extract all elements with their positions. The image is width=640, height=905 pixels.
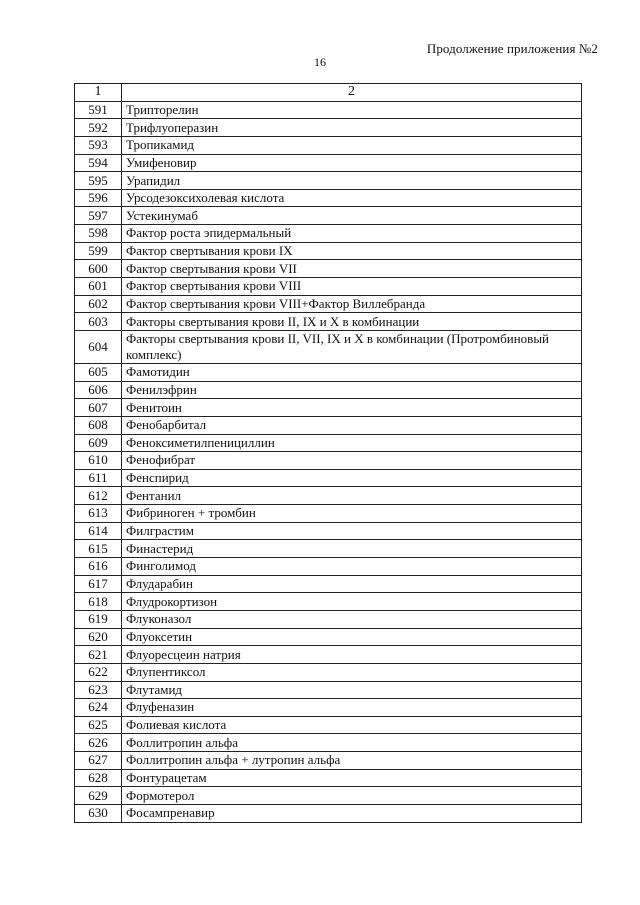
table-row bbox=[75, 119, 582, 137]
drug-name: Фибриноген + тромбин bbox=[122, 505, 582, 523]
table-row bbox=[75, 681, 582, 699]
table-row bbox=[75, 522, 582, 540]
table-row bbox=[75, 628, 582, 646]
row-number: 600 bbox=[75, 260, 122, 278]
drug-name: Факторы свертывания крови II, IX и X в комбинации bbox=[122, 313, 582, 331]
drug-name: Урапидил bbox=[122, 172, 582, 190]
table-row bbox=[75, 752, 582, 770]
drug-name: Трифлуоперазин bbox=[122, 119, 582, 137]
row-number: 609 bbox=[75, 434, 122, 452]
row-number: 612 bbox=[75, 487, 122, 505]
table-row bbox=[75, 136, 582, 154]
drug-name: Фенилэфрин bbox=[122, 381, 582, 399]
row-number: 610 bbox=[75, 452, 122, 470]
drug-name: Фенобарбитал bbox=[122, 416, 582, 434]
table-row bbox=[75, 278, 582, 296]
row-number: 607 bbox=[75, 399, 122, 417]
drug-name: Флупентиксол bbox=[122, 663, 582, 681]
drug-name: Флуоксетин bbox=[122, 628, 582, 646]
table-row bbox=[75, 225, 582, 243]
drug-name: Флудрокортизон bbox=[122, 593, 582, 611]
drug-name: Трипторелин bbox=[122, 101, 582, 119]
drug-name: Фактор роста эпидермальный bbox=[122, 225, 582, 243]
drug-name: Флударабин bbox=[122, 575, 582, 593]
row-number: 602 bbox=[75, 295, 122, 313]
row-number: 623 bbox=[75, 681, 122, 699]
row-number: 603 bbox=[75, 313, 122, 331]
table-row bbox=[75, 416, 582, 434]
drug-name: Флуфеназин bbox=[122, 699, 582, 717]
row-number: 617 bbox=[75, 575, 122, 593]
table-row bbox=[75, 540, 582, 558]
drug-name: Факторы свертывания крови II, VII, IX и X в комбинации (Протромбиновый комплекс) bbox=[122, 330, 582, 363]
drug-name: Фенспирид bbox=[122, 469, 582, 487]
row-number: 619 bbox=[75, 610, 122, 628]
table-row bbox=[75, 101, 582, 119]
table-row bbox=[75, 399, 582, 417]
row-number: 613 bbox=[75, 505, 122, 523]
table-row bbox=[75, 487, 582, 505]
table-row bbox=[75, 260, 582, 278]
drug-name: Феноксиметилпенициллин bbox=[122, 434, 582, 452]
row-number: 614 bbox=[75, 522, 122, 540]
table-row bbox=[75, 242, 582, 260]
table-row bbox=[75, 469, 582, 487]
drug-name: Фолиевая кислота bbox=[122, 716, 582, 734]
drug-name: Фамотидин bbox=[122, 363, 582, 381]
table-header-row bbox=[75, 84, 582, 102]
drug-name: Фактор свертывания крови VII bbox=[122, 260, 582, 278]
row-number: 626 bbox=[75, 734, 122, 752]
drug-name: Финголимод bbox=[122, 558, 582, 576]
table-row bbox=[75, 154, 582, 172]
table-row bbox=[75, 452, 582, 470]
drug-name: Финастерид bbox=[122, 540, 582, 558]
row-number: 628 bbox=[75, 769, 122, 787]
table-row bbox=[75, 593, 582, 611]
row-number: 596 bbox=[75, 189, 122, 207]
drug-name: Фоллитропин альфа bbox=[122, 734, 582, 752]
row-number: 595 bbox=[75, 172, 122, 190]
drug-name: Фактор свертывания крови VIII+Фактор Виллебранда bbox=[122, 295, 582, 313]
drug-name: Флуконазол bbox=[122, 610, 582, 628]
table-row bbox=[75, 207, 582, 225]
drug-name: Фенофибрат bbox=[122, 452, 582, 470]
table-row bbox=[75, 575, 582, 593]
column-header-number: 1 bbox=[75, 84, 122, 102]
row-number: 616 bbox=[75, 558, 122, 576]
table-row bbox=[75, 295, 582, 313]
table-row bbox=[75, 381, 582, 399]
continuation-heading: Продолжение приложения №2 bbox=[426, 41, 598, 56]
row-number: 625 bbox=[75, 716, 122, 734]
row-number: 621 bbox=[75, 646, 122, 664]
table-row bbox=[75, 313, 582, 331]
column-header-name: 2 bbox=[122, 84, 582, 102]
row-number: 591 bbox=[75, 101, 122, 119]
drug-name: Урсодезоксихолевая кислота bbox=[122, 189, 582, 207]
row-number: 604 bbox=[75, 330, 122, 363]
table-row bbox=[75, 505, 582, 523]
drug-name: Фенитоин bbox=[122, 399, 582, 417]
drug-name: Умифеновир bbox=[122, 154, 582, 172]
table-row bbox=[75, 734, 582, 752]
drug-name: Тропикамид bbox=[122, 136, 582, 154]
row-number: 620 bbox=[75, 628, 122, 646]
table-row bbox=[75, 558, 582, 576]
row-number: 630 bbox=[75, 804, 122, 822]
table-row bbox=[75, 716, 582, 734]
row-number: 601 bbox=[75, 278, 122, 296]
row-number: 598 bbox=[75, 225, 122, 243]
row-number: 593 bbox=[75, 136, 122, 154]
row-number: 605 bbox=[75, 363, 122, 381]
drug-name: Фоллитропин альфа + лутропин альфа bbox=[122, 752, 582, 770]
row-number: 592 bbox=[75, 119, 122, 137]
drug-name: Флуоресцеин натрия bbox=[122, 646, 582, 664]
drug-list-table bbox=[74, 83, 582, 823]
table-row bbox=[75, 769, 582, 787]
drug-name: Формотерол bbox=[122, 787, 582, 805]
table-row bbox=[75, 363, 582, 381]
drug-name: Фактор свертывания крови IX bbox=[122, 242, 582, 260]
table-row bbox=[75, 172, 582, 190]
table-row bbox=[75, 610, 582, 628]
row-number: 618 bbox=[75, 593, 122, 611]
table-row bbox=[75, 434, 582, 452]
table-row bbox=[75, 663, 582, 681]
row-number: 629 bbox=[75, 787, 122, 805]
row-number: 611 bbox=[75, 469, 122, 487]
drug-name: Фосампренавир bbox=[122, 804, 582, 822]
table-row bbox=[75, 189, 582, 207]
table-row bbox=[75, 646, 582, 664]
table-row bbox=[75, 787, 582, 805]
row-number: 594 bbox=[75, 154, 122, 172]
table-row bbox=[75, 330, 582, 363]
drug-name: Фактор свертывания крови VIII bbox=[122, 278, 582, 296]
drug-name: Филграстим bbox=[122, 522, 582, 540]
drug-name: Флутамид bbox=[122, 681, 582, 699]
row-number: 608 bbox=[75, 416, 122, 434]
table-row bbox=[75, 804, 582, 822]
row-number: 597 bbox=[75, 207, 122, 225]
row-number: 627 bbox=[75, 752, 122, 770]
drug-name: Устекинумаб bbox=[122, 207, 582, 225]
page-number: 16 bbox=[314, 55, 326, 69]
row-number: 599 bbox=[75, 242, 122, 260]
row-number: 615 bbox=[75, 540, 122, 558]
row-number: 622 bbox=[75, 663, 122, 681]
row-number: 624 bbox=[75, 699, 122, 717]
drug-name: Фентанил bbox=[122, 487, 582, 505]
table-row bbox=[75, 699, 582, 717]
drug-name: Фонтурацетам bbox=[122, 769, 582, 787]
row-number: 606 bbox=[75, 381, 122, 399]
